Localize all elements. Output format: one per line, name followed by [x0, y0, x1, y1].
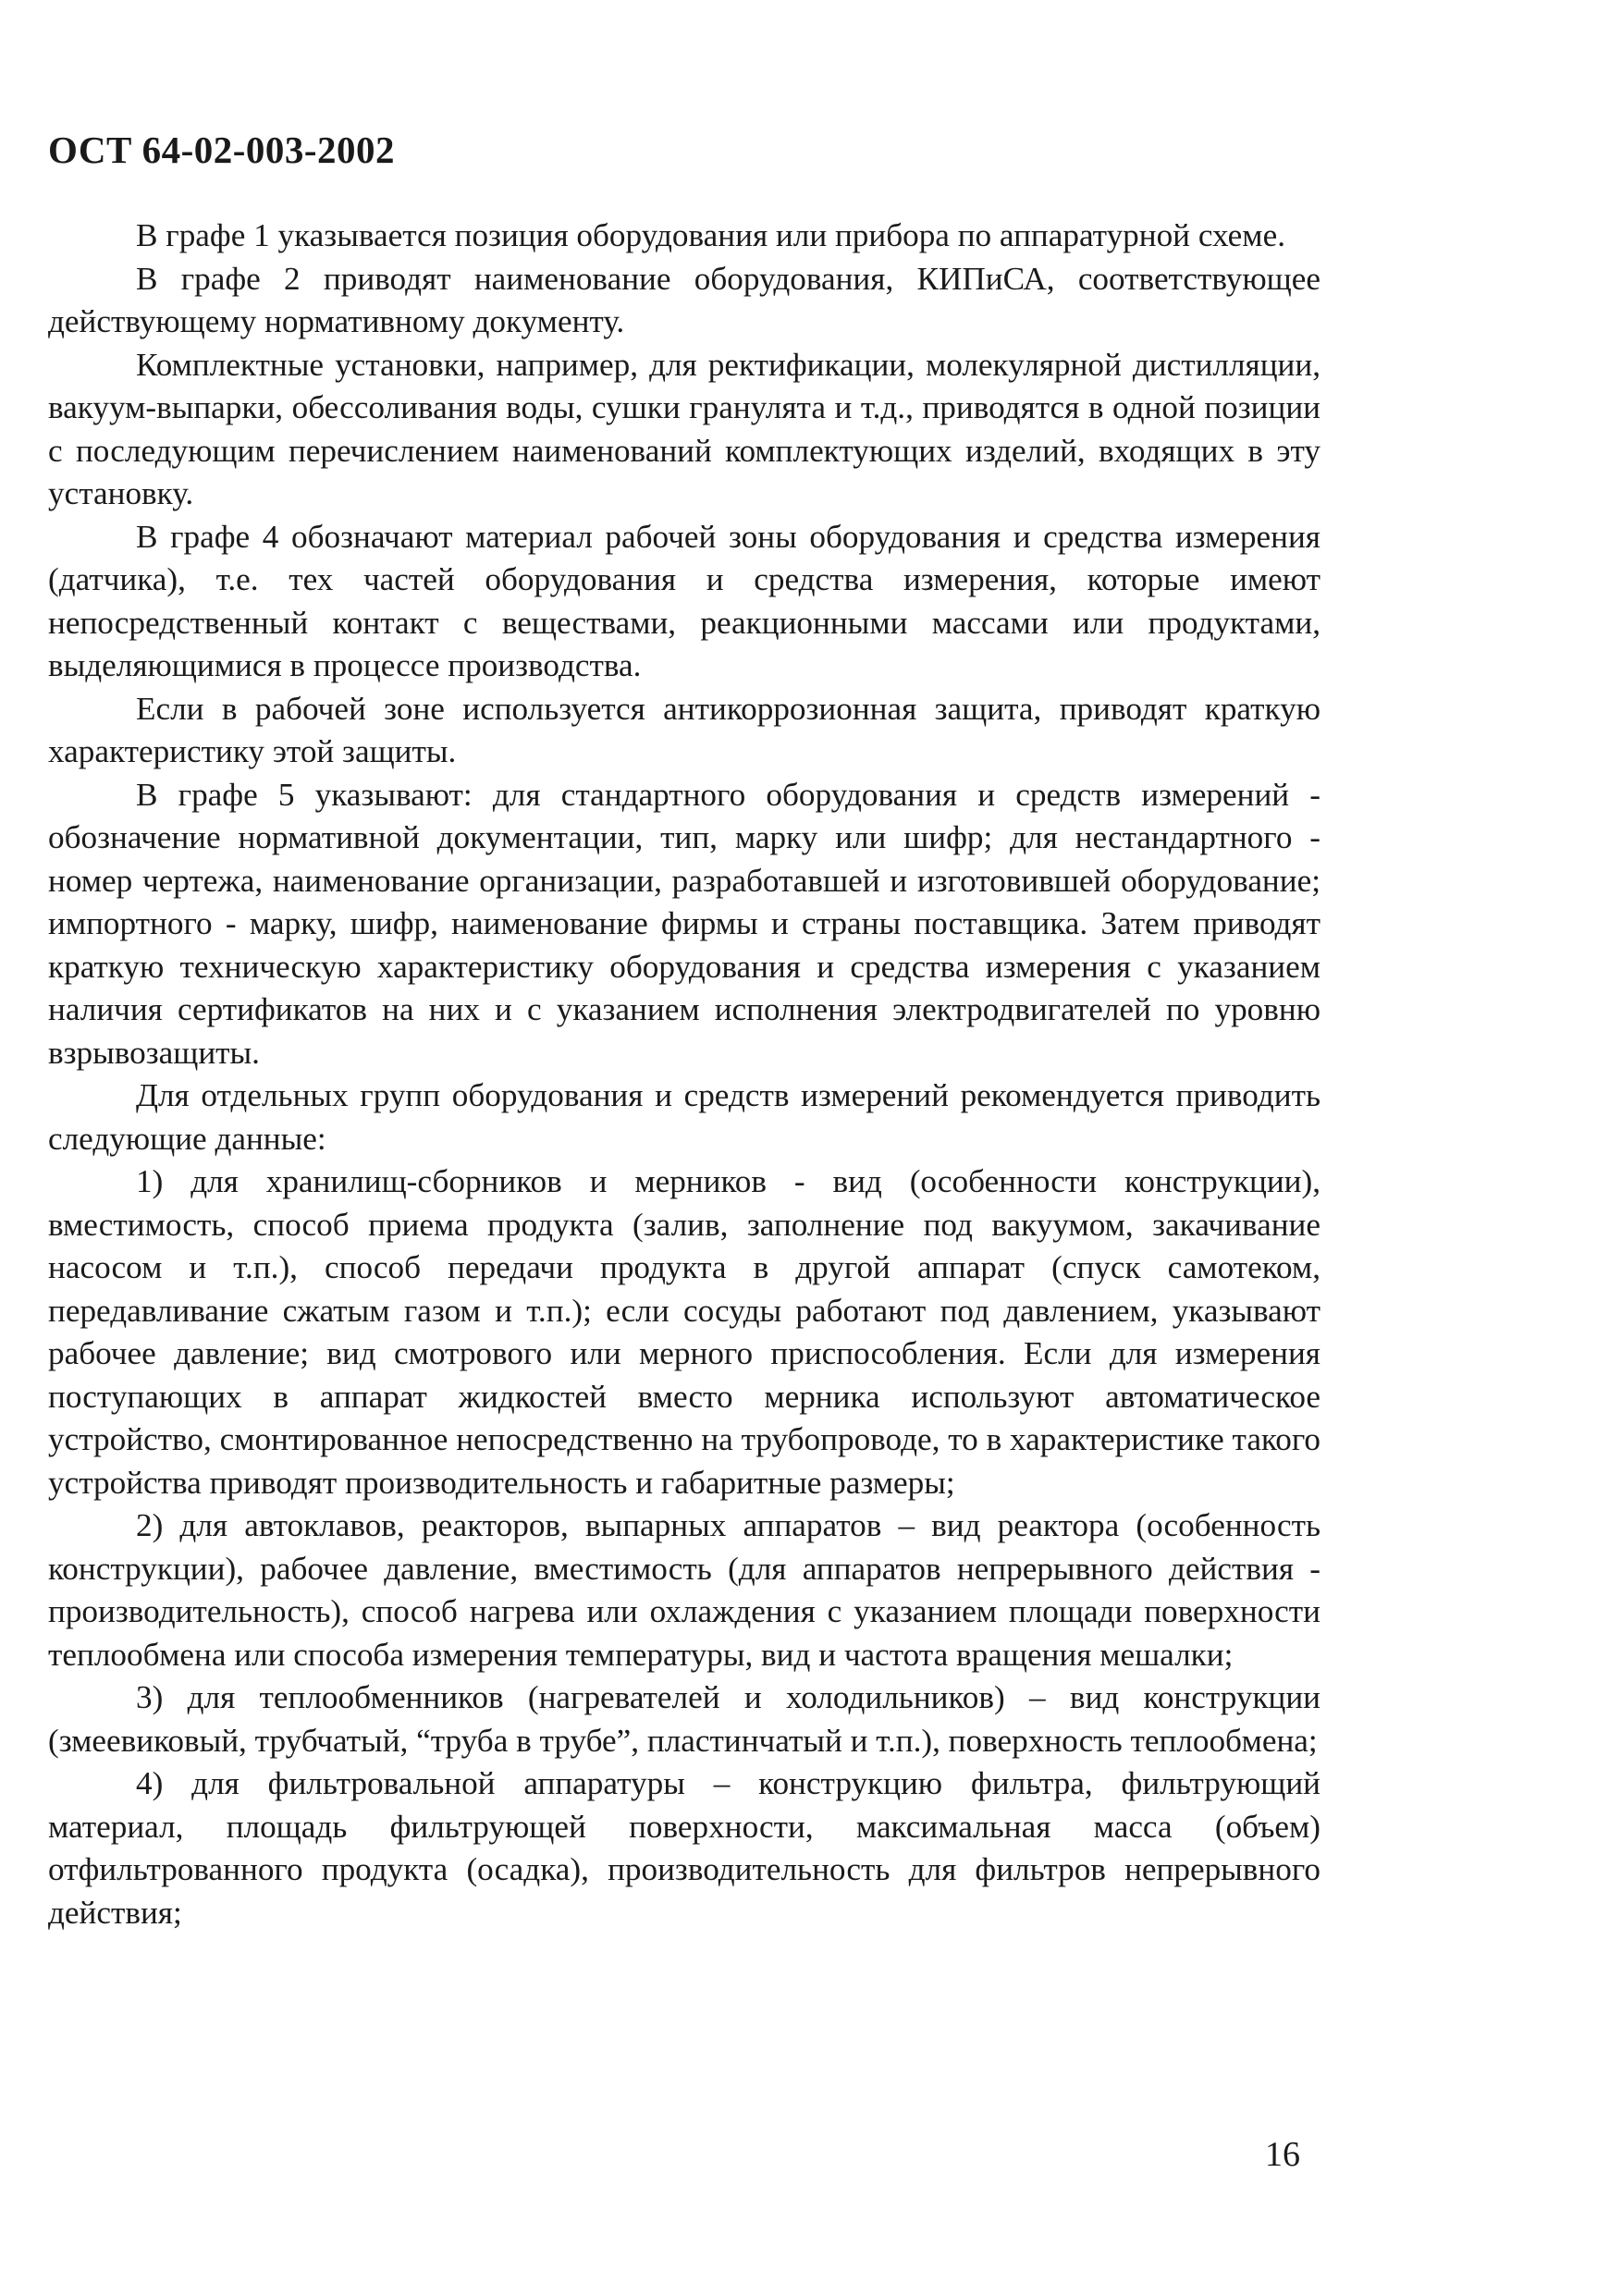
paragraph-column-2: В графе 2 приводят наименование оборудования, КИПиСА, соответствующее действующему нормативному документу. — [48, 260, 1320, 339]
paragraph-column-4: В графе 4 обозначают материал рабочей зоны оборудования и средства измерения (датчика), т.е. тех частей оборудования и средства измерения, которые имеют непосредственный контакт с веществами, реакционными массами или продуктами, выделяющимися в процессе производства. — [48, 518, 1320, 683]
body-text — [48, 215, 1320, 1934]
paragraph-column-5: В графе 5 указывают: для стандартного оборудования и средств измерений - обозначение нормативной документации, тип, марку или шифр; для нестандартного - номер чертежа, наименование организации, разработавшей и изготовившей оборудование; импортного - марку, шифр, наименование фирмы и страны поставщика. Затем приводят краткую техническую характеристику оборудования и средства измерения с указанием наличия сертификатов на них и с указанием исполнения электродвигателей по уровню взрывозащиты. — [48, 776, 1320, 1071]
list-item-autoclaves-reactors: 2) для автоклавов, реакторов, выпарных аппаратов – вид реактора (особенность конструкции), рабочее давление, вместимость (для аппаратов непрерывного действия - производительность), способ нагрева или охлаждения с указанием площади поверхности теплообмена или способа измерения температуры, вид и частота вращения мешалки; — [48, 1507, 1320, 1673]
paragraph-equipment-groups-intro: Для отдельных групп оборудования и средств измерений рекомендуется приводить следующие данные: — [48, 1077, 1320, 1157]
document-code-header: ОСТ 64-02-003-2002 — [48, 129, 396, 171]
list-item-filter-apparatus: 4) для фильтровальной аппаратуры – конструкцию фильтра, фильтрующий материал, площадь фильтрующей поверхности, максимальная масса (объем) отфильтрованного продукта (осадка), производительность для фильтров непрерывного действия; — [48, 1765, 1320, 1931]
paragraph-column-1: В графе 1 указывается позиция оборудования или прибора по аппаратурной схеме. — [136, 217, 1285, 253]
list-item-heat-exchangers: 3) для теплообменников (нагревателей и холодильников) – вид конструкции (змеевиковый, трубчатый, “труба в трубе”, пластинчатый и т.п.), поверхность теплообмена; — [48, 1679, 1320, 1759]
list-item-storage-tanks: 1) для хранилищ-сборников и мерников - вид (особенности конструкции), вместимость, способ приема продукта (залив, заполнение под вакуумом, закачивание насосом и т.п.), способ передачи продукта в другой аппарат (спуск самотеком, передавливание сжатым газом и т.п.); если сосуды работают под давлением, указывают рабочее давление; вид смотрового или мерного приспособления. Если для измерения поступающих в аппарат жидкостей вместо мерника используют автоматическое устройство, смонтированное непосредственно на трубопроводе, то в характеристике такого устройства приводят производительность и габаритные размеры; — [48, 1163, 1320, 1501]
paragraph-corrosion-protection: Если в рабочей зоне используется антикоррозионная защита, приводят краткую характеристику этой защиты. — [48, 690, 1320, 769]
page-number: 16 — [1265, 2135, 1300, 2174]
paragraph-complete-units: Комплектные установки, например, для ректификации, молекулярной дистилляции, вакуум-выпарки, обессоливания воды, сушки гранулята и т.д., приводятся в одной позиции с последующим перечислением наименований комплектующих изделий, входящих в эту установку. — [48, 346, 1320, 511]
